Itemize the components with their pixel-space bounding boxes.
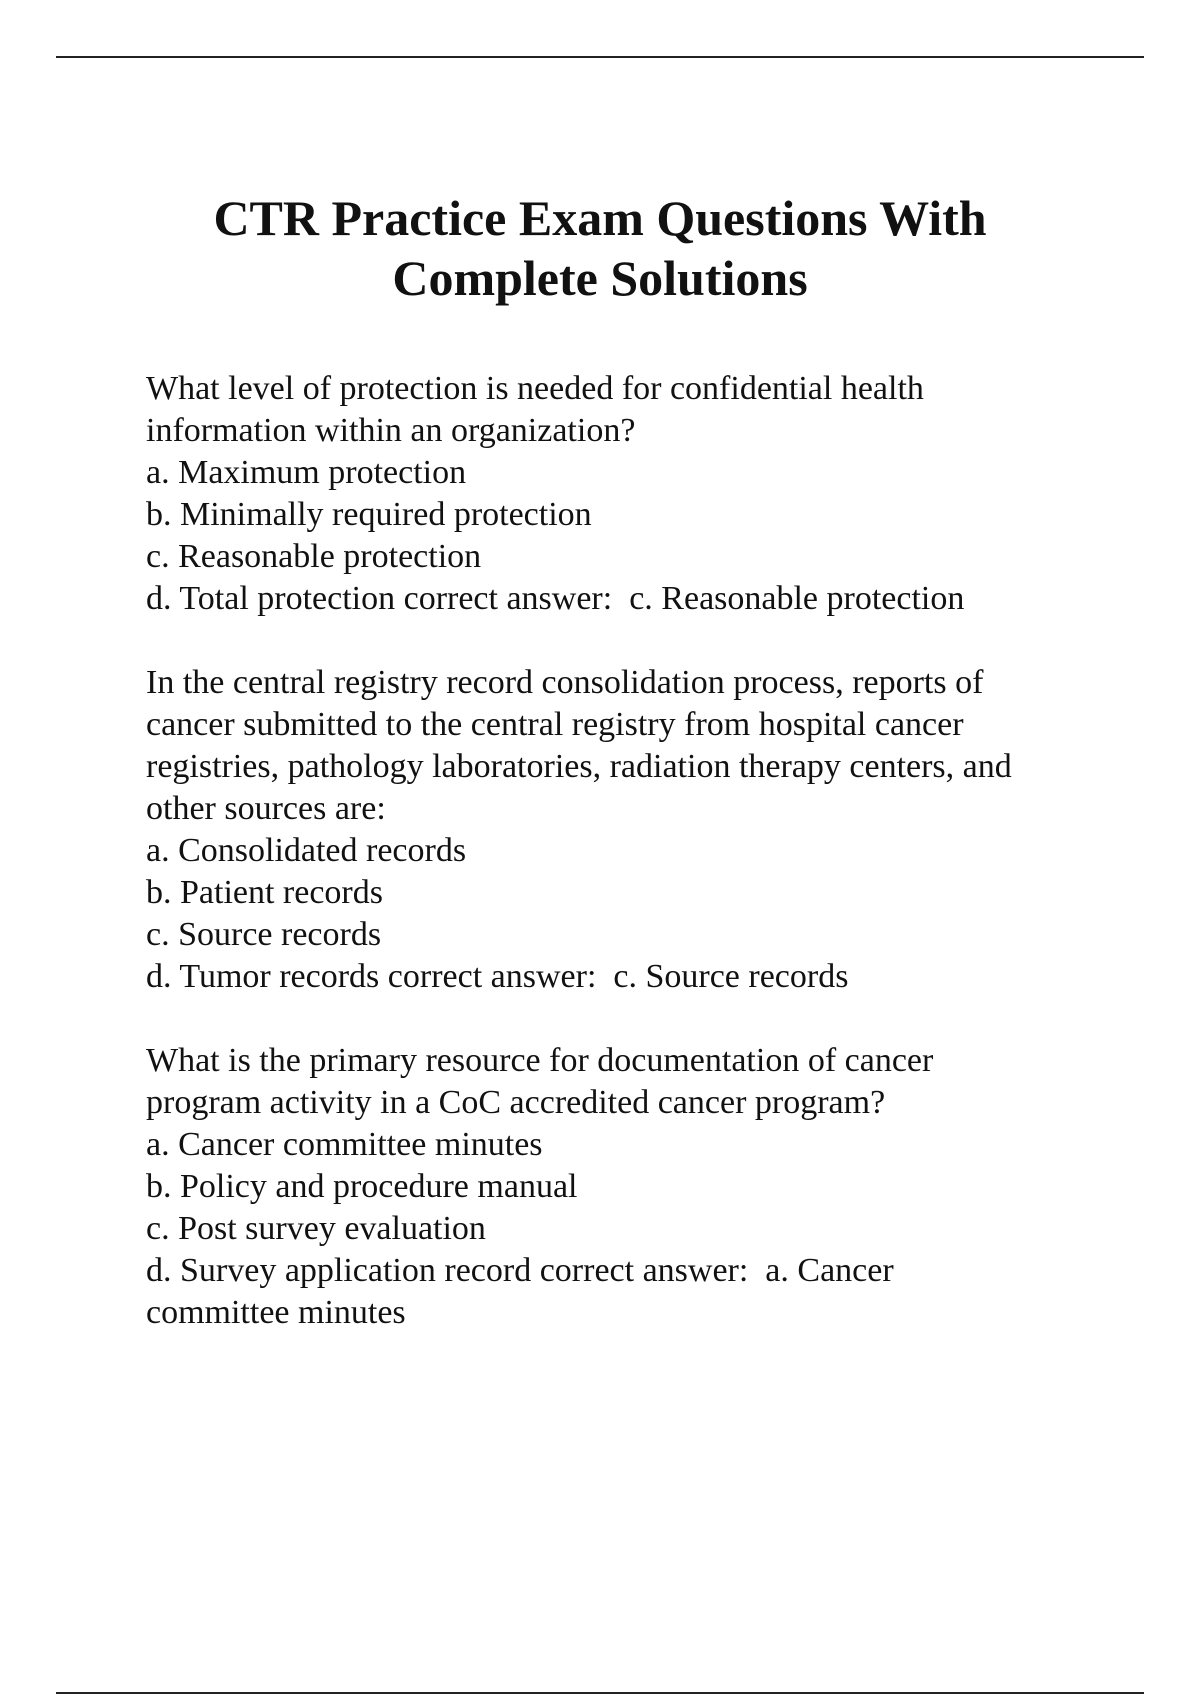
bottom-divider [56,1692,1144,1694]
question-2 [146,662,1146,998]
question-2-line: cancer submitted to the central registry from hospital cancer [146,706,964,743]
top-divider [56,56,1144,58]
question-3-line: program activity in a CoC accredited cancer program? [146,1084,886,1121]
question-1-option: a. Maximum protection [146,454,467,491]
title-line: CTR Practice Exam Questions With [213,190,987,246]
question-1-line: What level of protection is needed for confidential health [146,370,924,407]
question-3-option: c. Post survey evaluation [146,1210,486,1247]
question-1-option-answer: d. Total protection correct answer: c. Reasonable protection [146,580,965,617]
question-3-answer-continuation: committee minutes [146,1294,406,1331]
question-2-option: c. Source records [146,916,382,953]
question-2-option-answer: d. Tumor records correct answer: c. Source records [146,958,849,995]
question-3-option-answer: d. Survey application record correct answer: a. Cancer [146,1252,894,1289]
question-1-line: information within an organization? [146,412,636,449]
question-2-option: a. Consolidated records [146,832,467,869]
question-2-line: In the central registry record consolidation process, reports of [146,664,984,701]
title-line: Complete Solutions [392,250,808,306]
question-1-option: b. Minimally required protection [146,496,592,533]
questions-body [146,368,1146,1334]
question-3-option: b. Policy and procedure manual [146,1168,578,1205]
question-2-option: b. Patient records [146,874,383,911]
question-3-option: a. Cancer committee minutes [146,1126,543,1163]
question-1 [146,368,1146,620]
question-3 [146,1040,1146,1334]
question-2-line: other sources are: [146,790,386,827]
question-2-line: registries, pathology laboratories, radiation therapy centers, and [146,748,1012,785]
question-3-line: What is the primary resource for documentation of cancer [146,1042,934,1079]
question-1-option: c. Reasonable protection [146,538,482,575]
document-title [0,188,1200,308]
